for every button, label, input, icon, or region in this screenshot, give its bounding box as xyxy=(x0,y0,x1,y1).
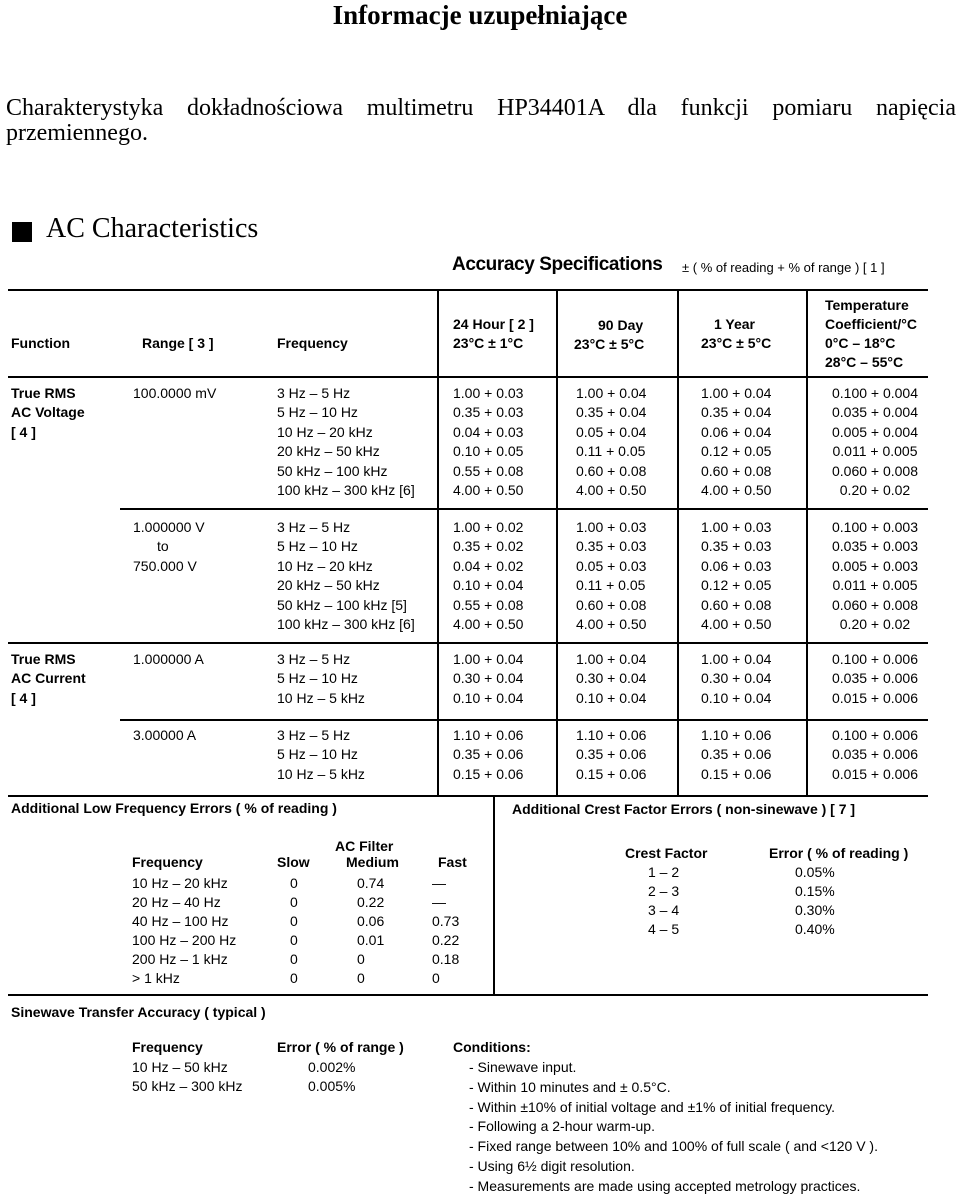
table-cell: 20 kHz – 50 kHz xyxy=(277,577,380,594)
table-cell: 0.35 + 0.06 xyxy=(453,746,524,763)
table-cell: 3 Hz – 5 Hz xyxy=(277,727,351,743)
table-cell: 10 Hz – 20 kHz xyxy=(132,875,228,891)
table-cell: 4.00 + 0.50 xyxy=(701,616,772,633)
table-cell: 0.35 + 0.06 xyxy=(701,746,772,763)
table-cell: 0.55 + 0.08 xyxy=(453,462,524,479)
table-cell: 1.00 + 0.02 xyxy=(453,519,524,535)
low-freq-title: Additional Low Frequency Errors ( % of reading ) xyxy=(11,800,337,816)
page-intro: Charakterystyka dokładnościowa multimetru HP34401A dla funkcji pomiaru napięcia przemiennego. xyxy=(6,95,956,146)
table-cell: 0.04 + 0.02 xyxy=(453,557,524,574)
frequency-column xyxy=(277,384,415,500)
table-cell: 5 Hz – 10 Hz xyxy=(277,746,358,763)
table-cell: 0.20 + 0.02 xyxy=(839,616,911,633)
table-cell: 0.01 xyxy=(357,932,385,948)
table-cell: 1.00 + 0.04 xyxy=(453,651,524,667)
table-cell: 0.30 + 0.04 xyxy=(701,670,772,687)
list-item: - Following a 2-hour warm-up. xyxy=(469,1118,655,1135)
page-title: Informacje uzupełniające xyxy=(332,0,628,30)
lf-medium-column xyxy=(357,874,384,988)
table-cell: 0.20 + 0.02 xyxy=(839,482,911,499)
group-divider xyxy=(8,642,928,644)
table-cell: 200 Hz – 1 kHz xyxy=(132,951,228,967)
table-cell: 50 kHz – 300 kHz xyxy=(132,1078,243,1094)
h24-column xyxy=(453,650,523,708)
table-cell: 0.04 + 0.03 xyxy=(453,423,524,440)
table-cell: 0.10 + 0.05 xyxy=(453,443,524,460)
table-cell: 0.005 + 0.004 xyxy=(831,423,919,440)
sinewave-header-frequency: Frequency xyxy=(132,1039,203,1055)
table-cell: 1 – 2 xyxy=(648,864,680,880)
section-divider xyxy=(493,795,495,995)
d90-column xyxy=(576,384,646,500)
table-cell: 50 kHz – 100 kHz xyxy=(277,462,388,479)
header-range: Range [ 3 ] xyxy=(142,335,214,351)
table-cell: 0 xyxy=(432,970,440,986)
table-cell: 3 Hz – 5 Hz xyxy=(277,519,351,535)
table-cell: 0.015 + 0.006 xyxy=(831,689,919,706)
header-function: Function xyxy=(11,335,71,351)
table-cell: 0.15% xyxy=(795,883,835,899)
table-cell: 0.015 + 0.006 xyxy=(831,765,919,782)
table-cell: 0 xyxy=(357,951,365,967)
table-cell: 0 xyxy=(290,913,298,929)
list-item: - Within ±10% of initial voltage and ±1% of initial frequency. xyxy=(469,1098,836,1115)
table-cell: 1.00 + 0.03 xyxy=(576,519,647,535)
list-item: - Measurements are made using accepted metrology practices. xyxy=(469,1177,861,1194)
list-item: - Within 10 minutes and ± 0.5°C. xyxy=(469,1078,671,1095)
table-cell: 2 – 3 xyxy=(648,883,680,899)
table-cell: 20 Hz – 40 Hz xyxy=(132,894,221,910)
header-24-hour: 24 Hour [ 2 ] 23°C ± 1°C xyxy=(453,316,534,351)
table-cell: 3 Hz – 5 Hz xyxy=(277,385,351,401)
table-cell: 1.10 + 0.06 xyxy=(453,727,524,743)
lf-header-medium: Medium xyxy=(346,854,399,870)
table-header-rule xyxy=(8,376,928,378)
table-cell: 0.100 + 0.004 xyxy=(831,385,919,401)
table-cell: 50 kHz – 100 kHz [5] xyxy=(277,596,407,613)
table-cell: 0.60 + 0.08 xyxy=(576,596,647,613)
table-cell: 1.00 + 0.03 xyxy=(453,385,524,401)
conditions-list xyxy=(469,1058,878,1197)
table-cell: > 1 kHz xyxy=(132,970,180,986)
table-cell: 0.22 xyxy=(432,932,460,948)
table-cell: 0.35 + 0.03 xyxy=(576,538,647,555)
range-cell: 100.0000 mV xyxy=(133,385,217,401)
list-item: - Using 6½ digit resolution. xyxy=(469,1157,635,1174)
table-cell: 3 Hz – 5 Hz xyxy=(277,651,351,667)
frequency-column xyxy=(277,650,365,708)
h24-column xyxy=(453,518,523,634)
table-cell: — xyxy=(432,894,446,910)
d90-column xyxy=(576,650,646,708)
table-cell: 0.06 + 0.04 xyxy=(701,423,772,440)
table-cell: 0.035 + 0.006 xyxy=(831,670,919,687)
table-cell: 0.100 + 0.006 xyxy=(831,651,919,667)
table-bottom-rule xyxy=(8,795,928,797)
table-cell: 100 kHz – 300 kHz [6] xyxy=(277,482,415,499)
table-cell: 0.10 + 0.04 xyxy=(701,689,772,706)
table-cell: 20 kHz – 50 kHz xyxy=(277,443,380,460)
table-cell: 0.35 + 0.02 xyxy=(453,538,524,555)
h24-column xyxy=(453,384,523,500)
table-cell: 0.15 + 0.06 xyxy=(576,765,647,782)
table-cell: 0.12 + 0.05 xyxy=(701,443,772,460)
table-cell: 0.100 + 0.003 xyxy=(831,519,919,535)
table-cell: 0 xyxy=(290,951,298,967)
table-cell: 10 Hz – 50 kHz xyxy=(132,1059,228,1075)
table-cell: 0 xyxy=(290,894,298,910)
table-cell: 10 Hz – 20 kHz xyxy=(277,557,373,574)
accuracy-title: Accuracy Specifications xyxy=(452,254,663,275)
table-cell: 0.035 + 0.006 xyxy=(831,746,919,763)
function-ac-current: True RMS AC Current [ 4 ] xyxy=(11,651,86,706)
temp-column xyxy=(825,726,925,784)
sinewave-error-column xyxy=(308,1058,355,1096)
table-cell: 0.60 + 0.08 xyxy=(576,462,647,479)
lf-fast-column xyxy=(432,874,459,988)
table-cell: 1.10 + 0.06 xyxy=(701,727,772,743)
y1-column xyxy=(701,726,771,784)
table-cell: 0.11 + 0.05 xyxy=(576,443,646,460)
crest-error-column xyxy=(795,863,835,939)
table-cell: 0.15 + 0.06 xyxy=(453,765,524,782)
table-cell: 0.60 + 0.08 xyxy=(701,596,772,613)
header-frequency: Frequency xyxy=(277,335,348,351)
header-temperature: Temperature Coefficient/°C 0°C – 18°C 28°C – 55°C xyxy=(825,297,917,370)
conditions-title: Conditions: xyxy=(453,1039,531,1055)
lf-frequency-column xyxy=(132,874,236,988)
table-cell: 0.35 + 0.03 xyxy=(701,538,772,555)
table-cell: 5 Hz – 10 Hz xyxy=(277,670,358,687)
table-cell: 0.06 xyxy=(357,913,385,929)
column-rule xyxy=(437,289,439,797)
table-cell: 100 kHz – 300 kHz [6] xyxy=(277,616,415,633)
table-cell: 0.35 + 0.04 xyxy=(701,404,772,421)
table-cell: 0.060 + 0.008 xyxy=(831,596,919,613)
temp-column xyxy=(825,650,925,708)
column-rule xyxy=(556,289,558,797)
range-cell: 1.000000 V to 750.000 V xyxy=(133,519,205,574)
table-cell: 0.30% xyxy=(795,902,835,918)
y1-column xyxy=(701,384,771,500)
table-cell: 0.22 xyxy=(357,894,385,910)
lf-header-slow: Slow xyxy=(277,854,310,870)
table-cell: 3 – 4 xyxy=(648,902,680,918)
table-cell: 0.12 + 0.05 xyxy=(701,577,772,594)
crest-header-factor: Crest Factor xyxy=(625,845,708,861)
table-cell: 0.74 xyxy=(357,875,385,891)
header-1-year: 1 Year 23°C ± 5°C xyxy=(701,316,772,351)
h24-column xyxy=(453,726,523,784)
table-cell: 10 Hz – 5 kHz xyxy=(277,689,365,706)
table-cell: 10 Hz – 5 kHz xyxy=(277,765,365,782)
header-90-day: 90 Day 23°C ± 5°C xyxy=(574,317,645,352)
table-cell: 0 xyxy=(290,970,298,986)
table-cell: 0.06 + 0.03 xyxy=(701,557,772,574)
table-cell: 1.00 + 0.03 xyxy=(701,519,772,535)
table-cell: 4.00 + 0.50 xyxy=(576,616,647,633)
table-cell: 40 Hz – 100 Hz xyxy=(132,913,229,929)
section-heading: AC Characteristics xyxy=(46,213,259,244)
table-cell: 5 Hz – 10 Hz xyxy=(277,538,358,555)
table-cell: 10 Hz – 20 kHz xyxy=(277,423,373,440)
table-cell: 0.55 + 0.08 xyxy=(453,596,524,613)
table-cell: 100 Hz – 200 Hz xyxy=(132,932,237,948)
sinewave-header-error: Error ( % of range ) xyxy=(277,1039,404,1055)
list-item: - Fixed range between 10% and 100% of full scale ( and <120 V ). xyxy=(469,1138,878,1155)
ac-filter-label: AC Filter xyxy=(335,838,394,854)
sinewave-frequency-column xyxy=(132,1058,243,1096)
table-cell: 0 xyxy=(357,970,365,986)
table-cell: 0.011 + 0.005 xyxy=(832,577,918,594)
table-top-rule xyxy=(8,289,928,291)
table-cell: 0.10 + 0.04 xyxy=(453,689,524,706)
table-cell: — xyxy=(432,875,446,891)
lf-header-frequency: Frequency xyxy=(132,854,203,870)
table-cell: 1.00 + 0.04 xyxy=(576,385,647,401)
table-cell: 0.10 + 0.04 xyxy=(576,689,647,706)
table-cell: 0.035 + 0.004 xyxy=(831,404,919,421)
table-cell: 0.035 + 0.003 xyxy=(831,538,919,555)
table-cell: 0.05 + 0.03 xyxy=(576,557,647,574)
table-cell: 0.11 + 0.05 xyxy=(576,577,646,594)
y1-column xyxy=(701,650,771,708)
column-rule xyxy=(677,289,679,797)
table-cell: 0.05 + 0.04 xyxy=(576,423,647,440)
table-cell: 1.00 + 0.04 xyxy=(701,651,772,667)
table-cell: 0.18 xyxy=(432,951,460,967)
table-cell: 0.60 + 0.08 xyxy=(701,462,772,479)
table-cell: 0.30 + 0.04 xyxy=(576,670,647,687)
accuracy-note: ± ( % of reading + % of range ) [ 1 ] xyxy=(682,260,885,275)
list-item: - Sinewave input. xyxy=(469,1059,577,1075)
table-cell: 4.00 + 0.50 xyxy=(701,482,772,499)
table-cell: 1.00 + 0.04 xyxy=(701,385,772,401)
temp-column xyxy=(825,518,925,634)
table-cell: 0.05% xyxy=(795,864,835,880)
table-cell: 4.00 + 0.50 xyxy=(453,482,524,499)
table-cell: 4.00 + 0.50 xyxy=(576,482,647,499)
table-cell: 0.35 + 0.06 xyxy=(576,746,647,763)
crest-factor-column xyxy=(648,863,679,939)
d90-column xyxy=(576,726,646,784)
frequency-column xyxy=(277,518,415,634)
sinewave-title: Sinewave Transfer Accuracy ( typical ) xyxy=(11,1004,266,1020)
table-cell: 0.30 + 0.04 xyxy=(453,670,524,687)
table-cell: 0.060 + 0.008 xyxy=(831,462,919,479)
bullet-square-icon xyxy=(12,222,32,242)
table-cell: 0.10 + 0.04 xyxy=(453,577,524,594)
table-cell: 1.00 + 0.04 xyxy=(576,651,647,667)
table-cell: 4 – 5 xyxy=(648,921,680,937)
function-ac-voltage: True RMS AC Voltage [ 4 ] xyxy=(11,385,85,440)
crest-header-error: Error ( % of reading ) xyxy=(769,845,909,861)
table-cell: 0.005 + 0.003 xyxy=(831,557,919,574)
table-cell: 0.002% xyxy=(308,1059,356,1075)
column-rule xyxy=(806,289,808,797)
table-cell: 0.15 + 0.06 xyxy=(701,765,772,782)
table-cell: 0 xyxy=(290,875,298,891)
section-bottom-rule xyxy=(8,994,928,996)
table-cell: 0.40% xyxy=(795,921,835,937)
lf-header-fast: Fast xyxy=(438,854,467,870)
d90-column xyxy=(576,518,646,634)
table-cell: 1.10 + 0.06 xyxy=(576,727,647,743)
range-cell: 3.00000 A xyxy=(133,727,197,743)
table-cell: 0.011 + 0.005 xyxy=(832,443,918,460)
range-cell: 1.000000 A xyxy=(133,651,204,667)
lf-slow-column xyxy=(290,874,298,988)
temp-column xyxy=(825,384,925,500)
table-cell: 0.35 + 0.04 xyxy=(576,404,647,421)
table-cell: 0.73 xyxy=(432,913,460,929)
table-cell: 0.35 + 0.03 xyxy=(453,404,524,421)
frequency-column xyxy=(277,726,365,784)
table-cell: 0 xyxy=(290,932,298,948)
table-cell: 4.00 + 0.50 xyxy=(453,616,524,633)
y1-column xyxy=(701,518,771,634)
table-cell: 0.100 + 0.006 xyxy=(831,727,919,743)
table-cell: 0.005% xyxy=(308,1078,356,1094)
table-cell: 5 Hz – 10 Hz xyxy=(277,404,358,421)
crest-title: Additional Crest Factor Errors ( non-sinewave ) [ 7 ] xyxy=(512,801,856,817)
